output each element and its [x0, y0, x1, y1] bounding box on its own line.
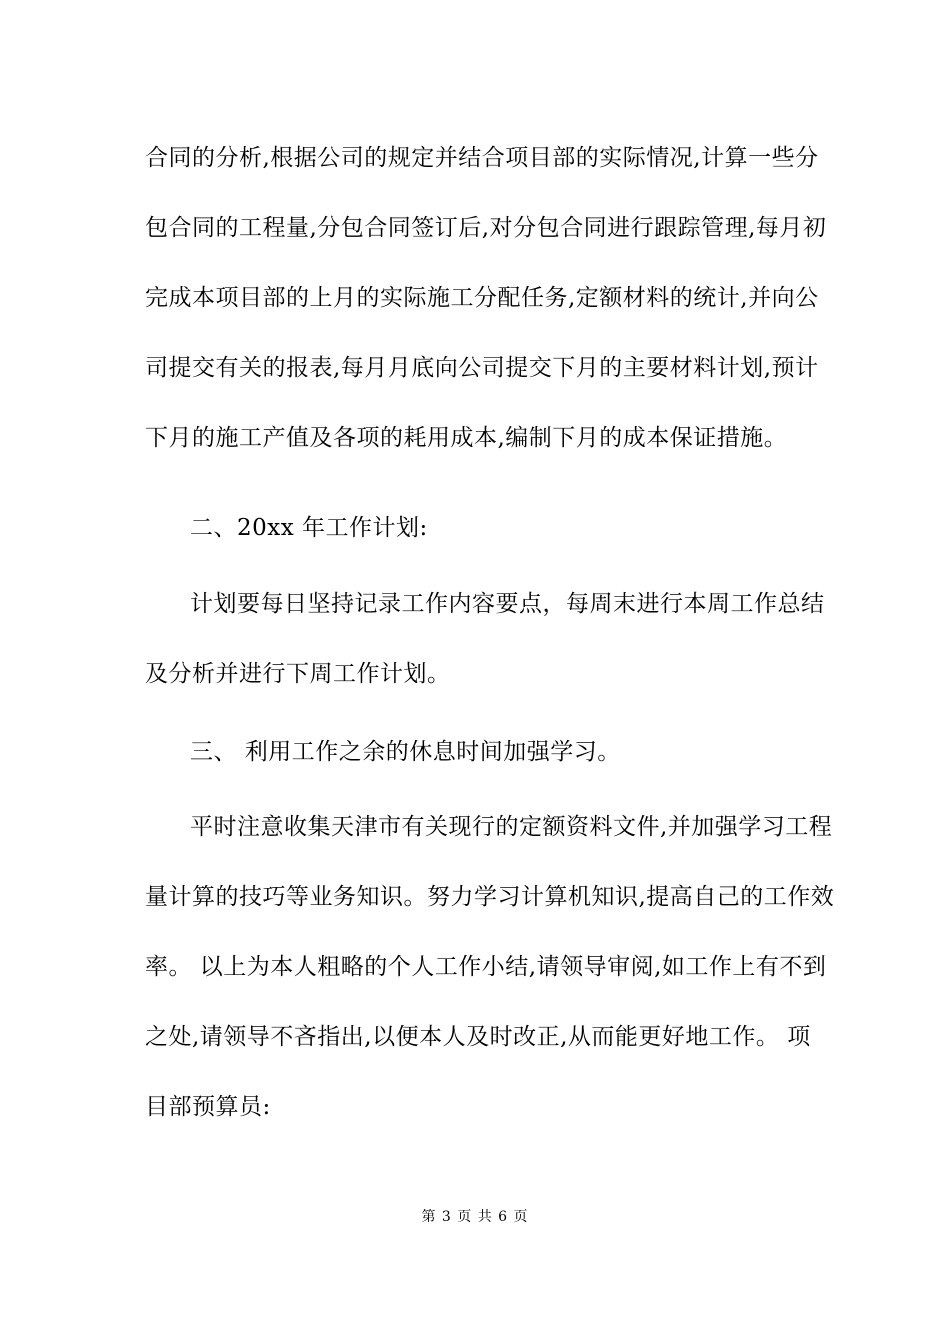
text-line: 平时注意收集天津市有关现行的定额资料文件,并加强学习工程 [190, 814, 833, 840]
text-line: 合同的分析,根据公司的规定并结合项目部的实际情况,计算一些分 [145, 145, 819, 171]
section-heading-2: 二、20xx 年工作计划: [190, 515, 428, 541]
page-number-footer: 第 3 页 共 6 页 [421, 1209, 529, 1225]
text-line: 完成本项目部的上月的实际施工分配任务,定额材料的统计,并向公 [145, 285, 819, 311]
text-line: 率。 以上为本人粗略的个人工作小结,请领导审阅,如工作上有不到 [145, 954, 827, 980]
text-line: 计划要每日坚持记录工作内容要点，每周末进行本周工作总结 [190, 591, 825, 617]
text-line: 下月的施工产值及各项的耗用成本,编制下月的成本保证措施。 [145, 425, 788, 451]
section-heading-3: 三、 利用工作之余的休息时间加强学习。 [190, 739, 621, 765]
text-line: 司提交有关的报表,每月月底向公司提交下月的主要材料计划,预计 [145, 355, 819, 381]
text-line: 包合同的工程量,分包合同签订后,对分包合同进行跟踪管理,每月初 [145, 215, 827, 241]
text-line: 及分析并进行下周工作计划。 [145, 661, 451, 687]
text-line: 目部预算员: [145, 1094, 271, 1120]
text-line: 量计算的技巧等业务知识。努力学习计算机知识,提高自己的工作效 [145, 884, 835, 910]
text-line: 之处,请领导不吝指出,以便本人及时改正,从而能更好地工作。 项 [145, 1024, 811, 1050]
